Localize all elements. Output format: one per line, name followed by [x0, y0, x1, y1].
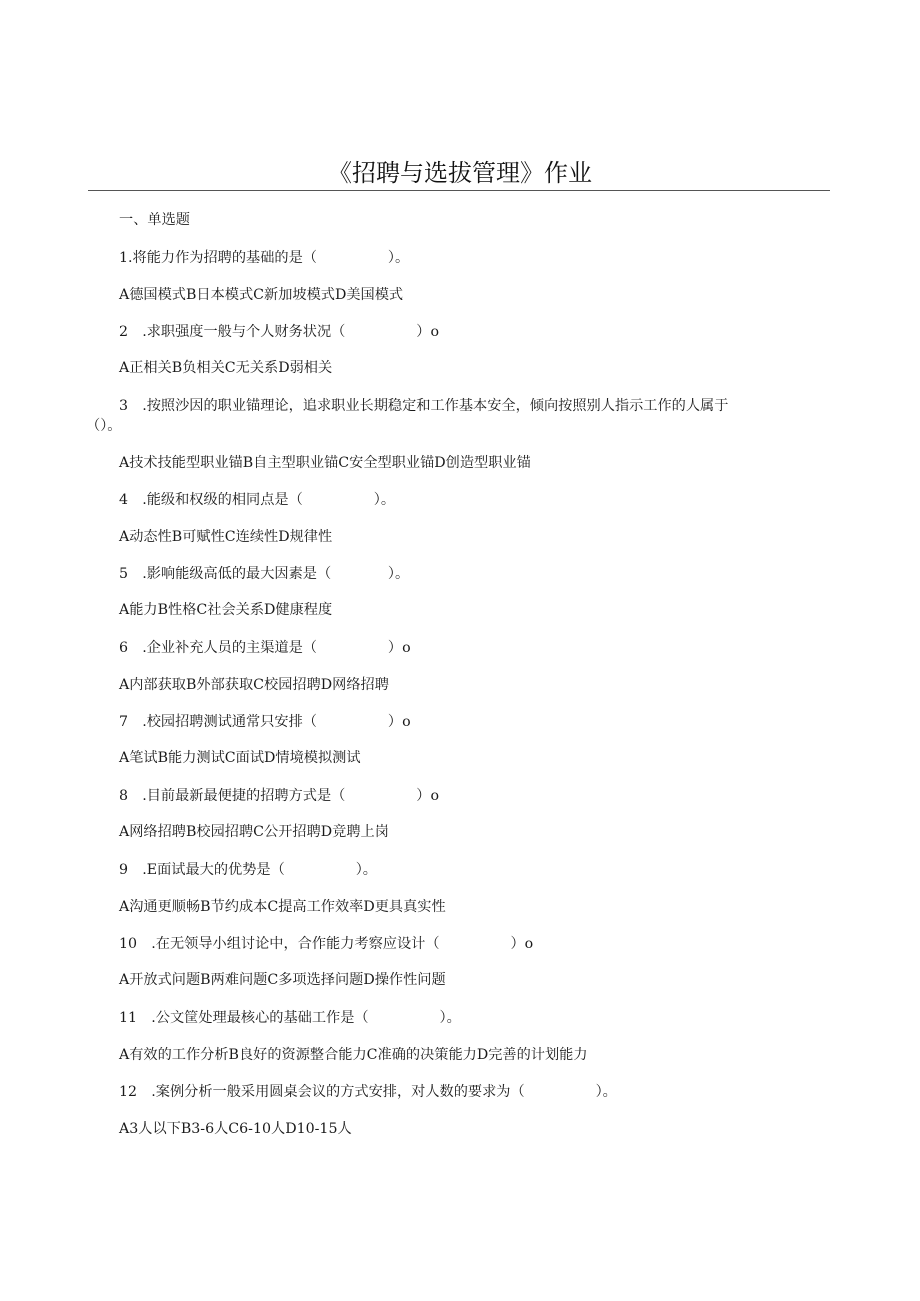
question-stem-2: 2 .求职强度一般与个人财务状况（ ）o — [119, 324, 440, 340]
question-options-3: A技术技能型职业锚B自主型职业锚C安全型职业锚D创造型职业锚 — [119, 455, 531, 471]
question-stem-11: 11 .公文筐处理最核心的基础工作是（ ）。 — [119, 1010, 461, 1026]
section-heading: 一、单选题 — [119, 212, 190, 228]
title-divider — [88, 190, 830, 191]
document-title: 《招聘与选拔管理》作业 — [328, 159, 592, 187]
question-options-10: A开放式问题B两难问题C多项选择问题D操作性问题 — [119, 972, 446, 988]
question-stem-8: 8 .目前最新最便捷的招聘方式是（ ）o — [119, 788, 440, 804]
question-options-9: A沟通更顺畅B节约成本C提高工作效率D更具真实性 — [119, 899, 446, 915]
question-options-5: A能力B性格C社会关系D健康程度 — [119, 602, 333, 618]
question-stem-3-continued: （）。 — [86, 418, 122, 434]
question-options-7: A笔试B能力测试C面试D情境模拟测试 — [119, 750, 361, 766]
question-options-11: A有效的工作分析B良好的资源整合能力C准确的决策能力D完善的计划能力 — [119, 1047, 588, 1063]
question-options-6: A内部获取B外部获取C校园招聘D网络招聘 — [119, 677, 389, 693]
question-stem-6: 6 .企业补充人员的主渠道是（ ）o — [119, 640, 411, 656]
question-stem-5: 5 .影响能级高低的最大因素是（ ）。 — [119, 566, 410, 582]
question-options-12: A3人以下B3-6人C6-10人D10-15人 — [119, 1121, 352, 1137]
question-stem-10: 10 .在无领导小组讨论中，合作能力考察应设计（ ）o — [119, 936, 534, 952]
question-options-1: A德国模式B日本模式C新加坡模式D美国模式 — [119, 287, 404, 303]
question-stem-9: 9 .E面试最大的优势是（ ）。 — [119, 862, 377, 878]
question-stem-4: 4 .能级和权级的相同点是（ ）。 — [119, 492, 396, 508]
question-stem-7: 7 .校园招聘测试通常只安排（ ）o — [119, 714, 411, 730]
question-stem-1: 1.将能力作为招聘的基础的是（ ）。 — [119, 250, 410, 266]
question-options-4: A动态性B可赋性C连续性D规律性 — [119, 529, 333, 545]
question-stem-12: 12 .案例分析一般采用圆桌会议的方式安排，对人数的要求为（ ）。 — [119, 1084, 617, 1100]
question-options-2: A正相关B负相关C无关系D弱相关 — [119, 360, 333, 376]
question-stem-3: 3 .按照沙因的职业锚理论，追求职业长期稳定和工作基本安全，倾向按照别人指示工作的人属于 — [119, 398, 729, 414]
question-options-8: A网络招聘B校园招聘C公开招聘D竞聘上岗 — [119, 824, 389, 840]
